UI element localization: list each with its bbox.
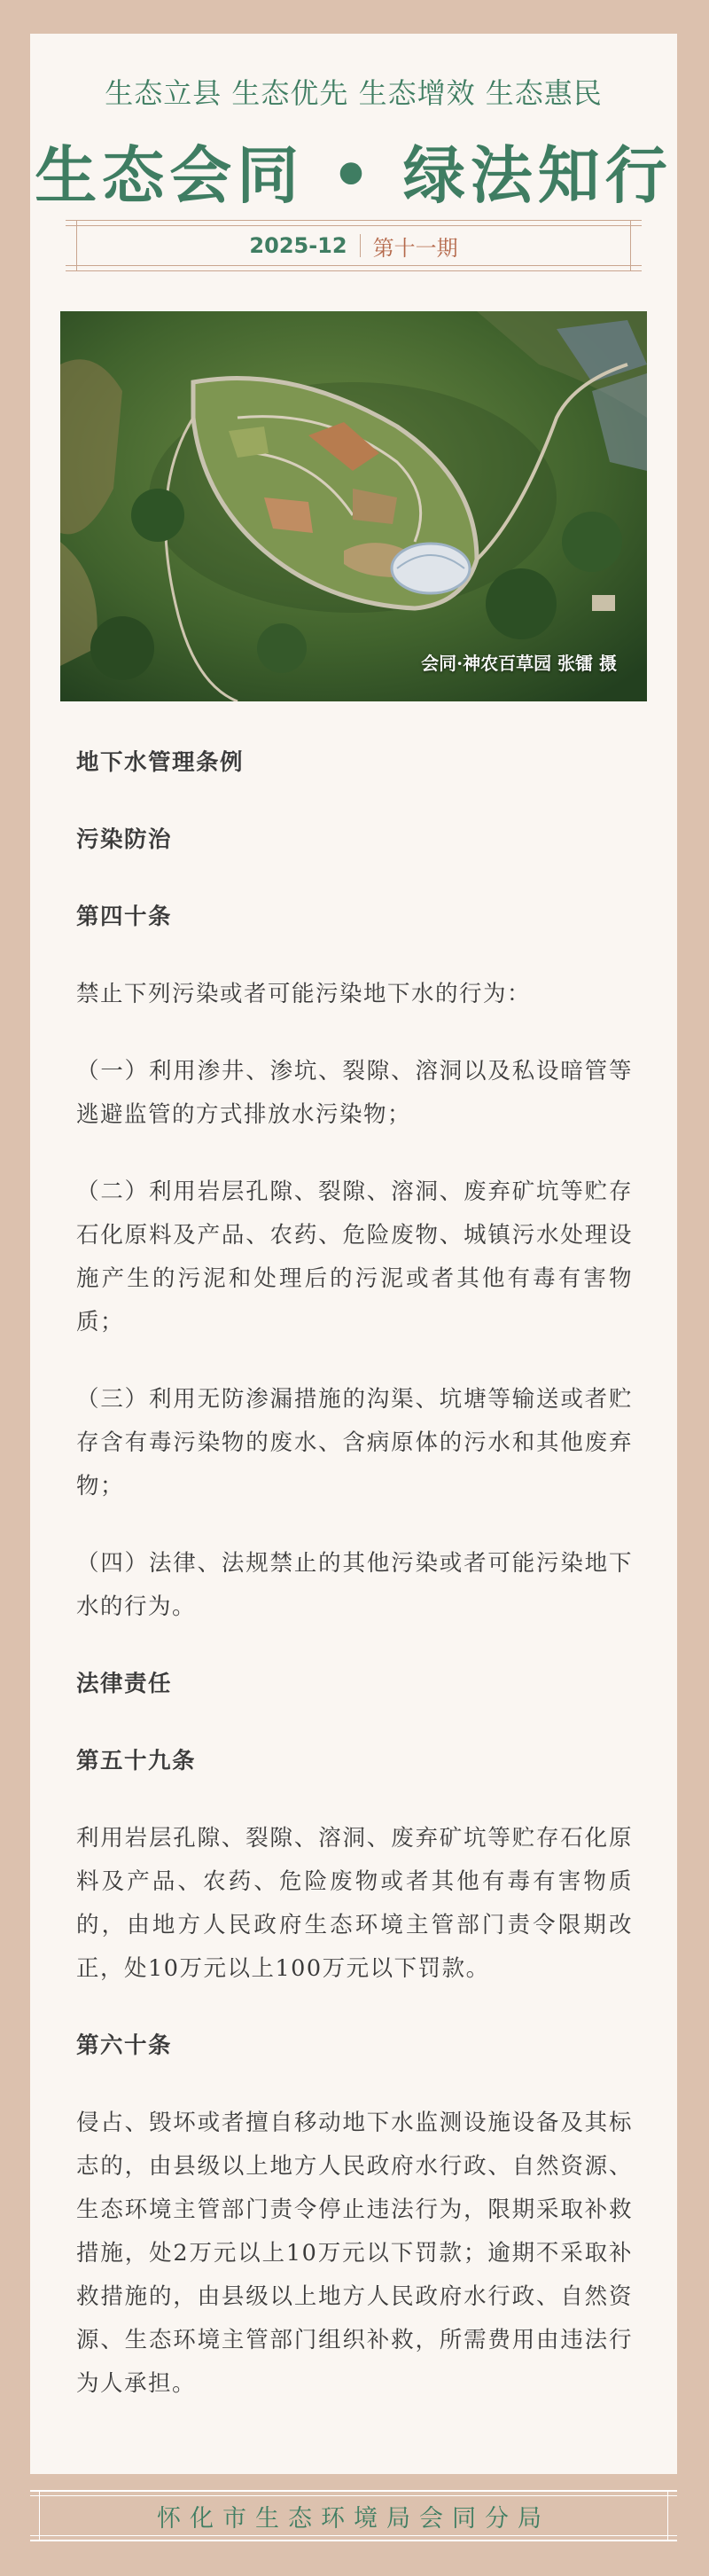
- photo-caption: 会同·神农百草园 张镭 摄: [421, 653, 617, 674]
- issue-date: 2025-12: [249, 233, 347, 258]
- slogan: 生态立县 生态优先 生态增效 生态惠民: [105, 76, 603, 110]
- article-60-body: 侵占、毁坏或者擅自移动地下水监测设施设备及其标志的，由县级以上地方人民政府水行政、自然资源、生态环境主管部门责令停止违法行为，限期采取补救措施，处2万元以上10万元以下罚款；逾期不采取补救措施的，由县级以上地方人民政府水行政、自然资源、生态环境主管部门组织补救，所需费用由违法行为人承担。: [76, 2110, 633, 2397]
- article-40-item-2: （二）利用岩层孔隙、裂隙、溶洞、废弃矿坑等贮存石化原料及产品、农药、危险废物、城镇污水处理设施产生的污泥和处理后的污泥或者其他有毒有害物质；: [76, 1178, 633, 1335]
- aerial-photo: [60, 311, 647, 701]
- poster-card: [30, 34, 677, 2474]
- section-heading-pollution: 污染防治: [76, 826, 173, 853]
- issue-divider: [360, 234, 361, 257]
- aerial-photo-illustration: [60, 311, 647, 701]
- issue-banner: [66, 220, 642, 271]
- page-title: 生态会同 • 绿法知行: [35, 139, 673, 212]
- issue-number: 第十一期: [372, 235, 458, 261]
- article-40-item-1: （一）利用渗井、渗坑、裂隙、溶洞以及私设暗管等逃避监管的方式排放水污染物；: [76, 1058, 633, 1128]
- article-59-title: 第五十九条: [76, 1748, 197, 1774]
- article-40-item-3: （三）利用无防渗漏措施的沟渠、坑塘等输送或者贮存含有毒污染物的废水、含病原体的污水和其他废弃物；: [76, 1386, 633, 1499]
- article-body: [76, 741, 633, 2439]
- footer-organization: 怀化市生态环境局会同分局: [157, 2504, 550, 2533]
- article-40-title: 第四十条: [76, 904, 173, 930]
- law-title: 地下水管理条例: [76, 749, 245, 776]
- article-40-item-4: （四）法律、法规禁止的其他污染或者可能污染地下水的行为。: [76, 1550, 633, 1620]
- article-40-intro: 禁止下列污染或者可能污染地下水的行为：: [76, 981, 532, 1007]
- footer-banner: [30, 2490, 677, 2541]
- article-59-body: 利用岩层孔隙、裂隙、溶洞、废弃矿坑等贮存石化原料及产品、农药、危险废物或者其他有毒有害物质的，由地方人民政府生态环境主管部门责令限期改正，处10万元以上100万元以下罚款。: [76, 1825, 633, 1982]
- section-heading-liability: 法律责任: [76, 1671, 173, 1697]
- article-60-title: 第六十条: [76, 2032, 173, 2059]
